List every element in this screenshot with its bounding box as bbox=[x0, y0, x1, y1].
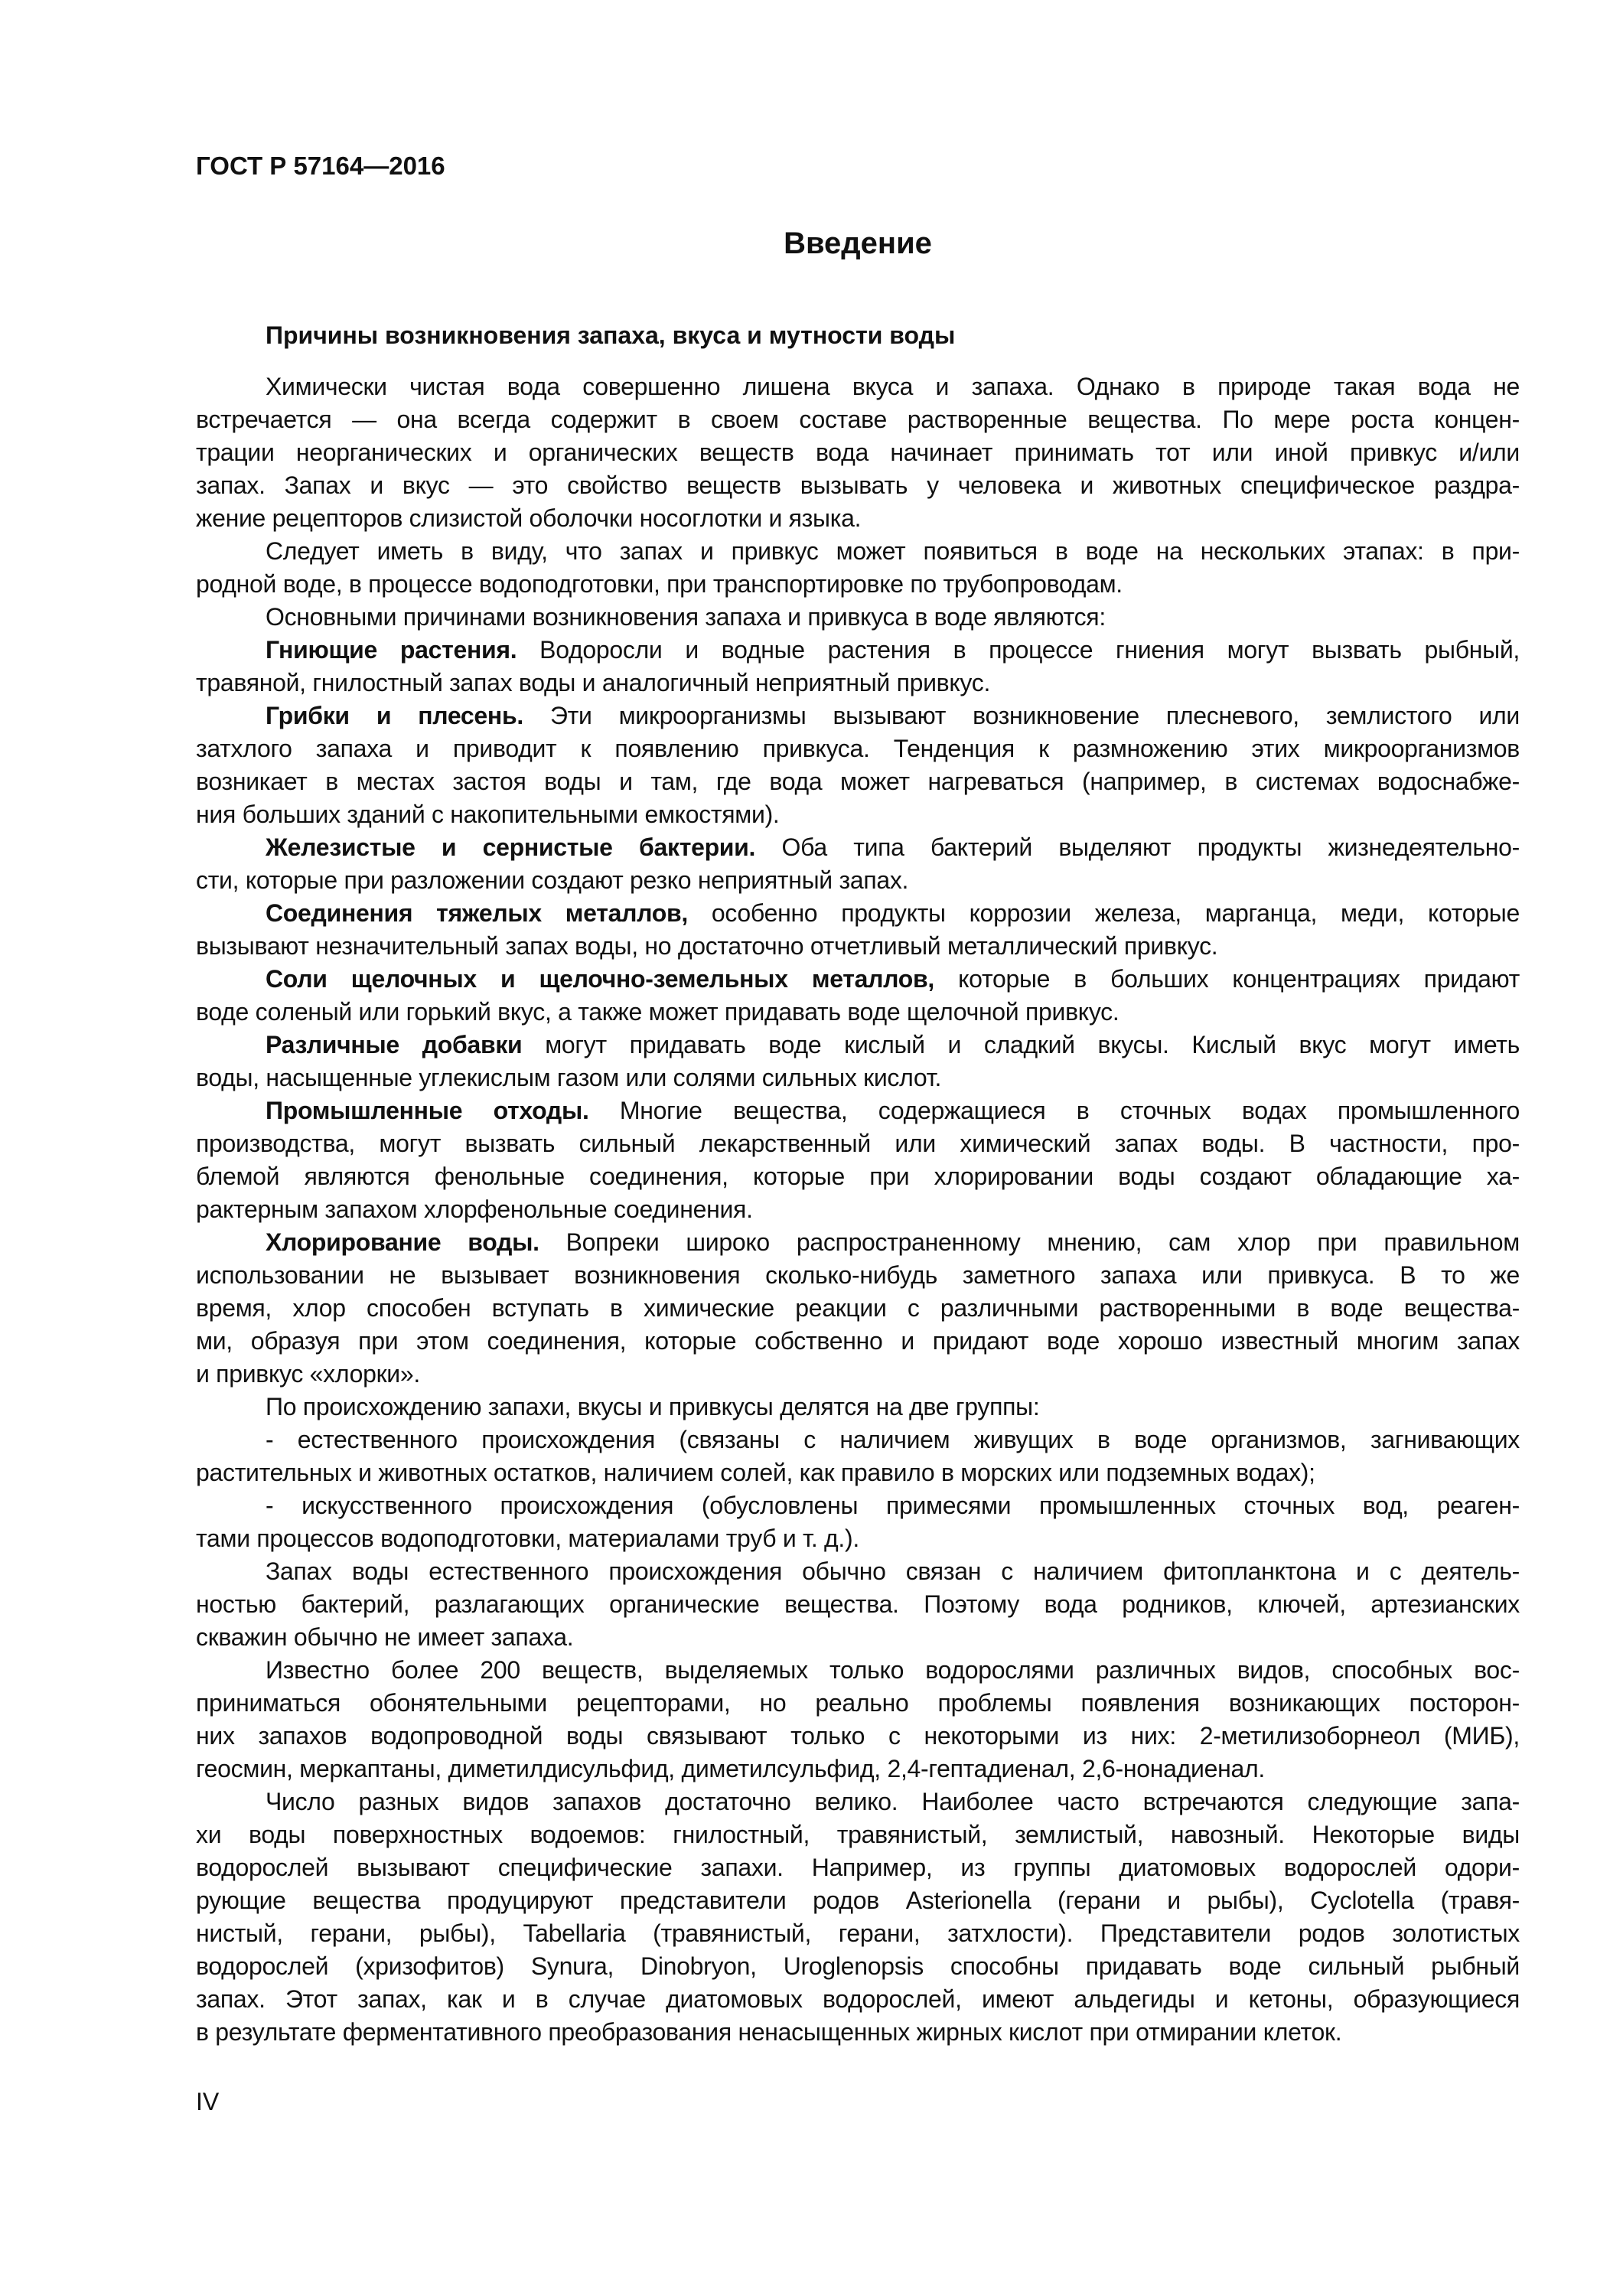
text-line bbox=[196, 1786, 1520, 1818]
text-line bbox=[196, 1127, 1520, 1160]
paragraph bbox=[196, 1029, 1520, 1094]
text-line bbox=[196, 667, 1520, 700]
text-line bbox=[196, 930, 1520, 963]
text-line bbox=[196, 1259, 1520, 1292]
line-text: водорослей (хризофитов) Synura, Dinobryon, Uroglenopsis способны придавать воде сильный рыбный bbox=[196, 1952, 1520, 1980]
line-text: воды, насыщенные углекислым газом или солями сильных кислот. bbox=[196, 1064, 942, 1091]
paragraph bbox=[196, 1391, 1520, 1424]
text-line bbox=[196, 1160, 1520, 1193]
paragraph-lead: Железистые и сернистые бактерии. bbox=[266, 833, 756, 861]
paragraph bbox=[196, 1094, 1520, 1226]
paragraph bbox=[196, 535, 1520, 601]
line-text: Запах воды естественного происхождения обычно связан с наличием фитопланктона и с деятель- bbox=[266, 1557, 1520, 1585]
paragraph bbox=[196, 634, 1520, 700]
text-line bbox=[196, 831, 1520, 864]
text-line bbox=[196, 502, 1520, 535]
paragraph bbox=[196, 1226, 1520, 1391]
line-text: ния больших зданий с накопительными емкостями). bbox=[196, 801, 780, 828]
text-line bbox=[196, 535, 1520, 568]
text-line bbox=[196, 403, 1520, 436]
line-text: блемой являются фенольные соединения, которые при хлорировании воды создают обладающие ха- bbox=[196, 1163, 1520, 1190]
paragraph-lead: Хлорирование воды. bbox=[266, 1228, 539, 1256]
line-text: Химически чистая вода совершенно лишена вкуса и запаха. Однако в природе такая вода не bbox=[266, 373, 1520, 400]
paragraph bbox=[196, 1654, 1520, 1786]
text-line bbox=[196, 469, 1520, 502]
line-text: воде соленый или горький вкус, а также может придавать воде щелочной привкус. bbox=[196, 998, 1119, 1026]
line-text: геосмин, меркаптаны, диметилдисульфид, диметилсульфид, 2,4-гептадиенал, 2,6-нонадиенал. bbox=[196, 1755, 1265, 1782]
line-text: Известно более 200 веществ, выделяемых только водорослями различных видов, способных вос- bbox=[266, 1656, 1520, 1684]
line-text: жение рецепторов слизистой оболочки носоглотки и языка. bbox=[196, 504, 862, 532]
line-text: затхлого запаха и приводит к появлению привкуса. Тенденция к размножению этих микроорганизмов bbox=[196, 735, 1520, 762]
line-text: водорослей вызывают специфические запахи. Например, из группы диатомовых водорослей одори- bbox=[196, 1854, 1520, 1881]
line-text: использовании не вызывает возникновения сколько-нибудь заметного запаха или привкуса. В то же bbox=[196, 1261, 1520, 1289]
text-line bbox=[196, 1851, 1520, 1884]
paragraph bbox=[196, 831, 1520, 897]
text-line bbox=[196, 370, 1520, 403]
line-text: рактерным запахом хлорфенольные соединения. bbox=[196, 1195, 753, 1223]
paragraph-lead: Грибки и плесень. bbox=[266, 702, 523, 729]
text-line bbox=[196, 897, 1520, 930]
text-line bbox=[196, 798, 1520, 831]
paragraph bbox=[196, 1786, 1520, 2049]
text-line bbox=[196, 1818, 1520, 1851]
text-line bbox=[196, 1094, 1520, 1127]
text-line bbox=[196, 1654, 1520, 1687]
paragraph-lead: Соединения тяжелых металлов, bbox=[266, 899, 688, 927]
line-text: Оба типа бактерий выделяют продукты жизнедеятельно- bbox=[755, 833, 1520, 861]
text-line bbox=[196, 1325, 1520, 1358]
line-text: в результате ферментативного преобразования ненасыщенных жирных кислот при отмирании клеток. bbox=[196, 2018, 1342, 2046]
line-text: приниматься обонятельными рецепторами, но реально проблемы появления возникающих посторон- bbox=[196, 1689, 1520, 1717]
text-line bbox=[196, 1720, 1520, 1753]
line-text: встречается — она всегда содержит в своем составе растворенные вещества. По мере роста концен- bbox=[196, 406, 1520, 433]
paragraph bbox=[196, 370, 1520, 535]
line-text: производства, могут вызвать сильный лекарственный или химический запах воды. В частности, про- bbox=[196, 1130, 1520, 1157]
text-line bbox=[196, 601, 1520, 634]
text-line bbox=[196, 1193, 1520, 1226]
line-text: Многие вещества, содержащиеся в сточных водах промышленного bbox=[588, 1097, 1520, 1124]
text-line bbox=[196, 1588, 1520, 1621]
text-line bbox=[196, 1226, 1520, 1259]
line-text: травяной, гнилостный запах воды и аналогичный неприятный привкус. bbox=[196, 669, 991, 696]
line-text: могут придавать воде кислый и сладкий вкусы. Кислый вкус могут иметь bbox=[522, 1031, 1520, 1058]
line-text: возникает в местах застоя воды и там, где вода может нагреваться (например, в системах водоснабже- bbox=[196, 768, 1520, 795]
line-text: Число разных видов запахов достаточно велико. Наиболее часто встречаются следующие запа- bbox=[266, 1788, 1520, 1815]
line-text: ми, образуя при этом соединения, которые собственно и придают воде хорошо известный многим запах bbox=[196, 1327, 1520, 1355]
line-text: рующие вещества продуцируют представители родов Asterionella (герани и рыбы), Cyclotella (травя- bbox=[196, 1887, 1520, 1914]
text-line bbox=[196, 1456, 1520, 1489]
line-text: нистый, герани, рыбы), Tabellaria (травянистый, герани, затхлости). Представители родов золотистых bbox=[196, 1919, 1520, 1947]
section-heading: Причины возникновения запаха, вкуса и мутности воды bbox=[266, 321, 956, 349]
text-line bbox=[196, 1292, 1520, 1325]
paragraph bbox=[196, 897, 1520, 963]
text-line bbox=[196, 1950, 1520, 1983]
line-text: время, хлор способен вступать в химические реакции с различными растворенными в воде вещества- bbox=[196, 1294, 1520, 1322]
text-line bbox=[196, 864, 1520, 897]
paragraph bbox=[196, 1424, 1520, 1489]
line-text: особенно продукты коррозии железа, марганца, меди, которые bbox=[687, 899, 1520, 927]
line-text: Основными причинами возникновения запаха и привкуса в воде являются: bbox=[266, 603, 1106, 631]
text-line bbox=[196, 1687, 1520, 1720]
text-line bbox=[196, 634, 1520, 667]
line-text: По происхождению запахи, вкусы и привкусы делятся на две группы: bbox=[266, 1393, 1040, 1420]
text-line bbox=[196, 1522, 1520, 1555]
line-text: Следует иметь в виду, что запах и привкус может появиться в воде на нескольких этапах: в при- bbox=[266, 537, 1520, 565]
line-text: хи воды поверхностных водоемов: гнилостный, травянистый, землистый, навозный. Некоторые виды bbox=[196, 1821, 1520, 1848]
text-line bbox=[196, 732, 1520, 765]
line-text: родной воде, в процессе водоподготовки, при транспортировке по трубопроводам. bbox=[196, 570, 1123, 598]
paragraph bbox=[196, 963, 1520, 1029]
line-text: Эти микроорганизмы вызывают возникновение плесневого, землистого или bbox=[523, 702, 1520, 729]
text-line bbox=[196, 1983, 1520, 2016]
paragraph-lead: Различные добавки bbox=[266, 1031, 523, 1058]
line-text: запах. Этот запах, как и в случае диатомовых водорослей, имеют альдегиды и кетоны, образующиеся bbox=[196, 1985, 1520, 2013]
line-text: - искусственного происхождения (обусловлены примесями промышленных сточных вод, реаген- bbox=[266, 1492, 1520, 1519]
body-text bbox=[196, 370, 1520, 2049]
line-text: них запахов водопроводной воды связывают только с некоторыми из них: 2-метилизоборнеол (МИБ), bbox=[196, 1722, 1520, 1750]
line-text: скважин обычно не имеет запаха. bbox=[196, 1623, 574, 1651]
line-text: растительных и животных остатков, наличием солей, как правило в морских или подземных водах); bbox=[196, 1459, 1315, 1486]
text-line bbox=[196, 1884, 1520, 1917]
text-line bbox=[196, 1753, 1520, 1786]
text-line bbox=[196, 436, 1520, 469]
paragraph bbox=[196, 700, 1520, 831]
paragraph bbox=[196, 1489, 1520, 1555]
line-text: сти, которые при разложении создают резко неприятный запах. bbox=[196, 866, 909, 894]
text-line bbox=[196, 1029, 1520, 1062]
paragraph-lead: Соли щелочных и щелочно-земельных металлов, bbox=[266, 965, 934, 993]
text-line bbox=[196, 1621, 1520, 1654]
paragraph-lead: Промышленные отходы. bbox=[266, 1097, 589, 1124]
line-text: Вопреки широко распространенному мнению, сам хлор при правильном bbox=[539, 1228, 1520, 1256]
text-line bbox=[196, 963, 1520, 996]
text-line bbox=[196, 1062, 1520, 1094]
text-line bbox=[196, 700, 1520, 732]
text-line bbox=[196, 1391, 1520, 1424]
line-text: трации неорганических и органических веществ вода начинает принимать тот или иной привкус и/или bbox=[196, 439, 1520, 466]
text-line bbox=[196, 1555, 1520, 1588]
text-line bbox=[196, 2016, 1520, 2049]
page-number: IV bbox=[196, 2088, 220, 2115]
paragraph bbox=[196, 1555, 1520, 1654]
paragraph-lead: Гниющие растения. bbox=[266, 636, 517, 664]
text-line bbox=[196, 1489, 1520, 1522]
line-text: тами процессов водоподготовки, материалами труб и т. д.). bbox=[196, 1525, 859, 1552]
text-line bbox=[196, 996, 1520, 1029]
line-text: которые в больших концентрациях придают bbox=[934, 965, 1520, 993]
text-line bbox=[196, 1917, 1520, 1950]
document-code: ГОСТ Р 57164—2016 bbox=[196, 152, 445, 180]
text-line bbox=[196, 568, 1520, 601]
text-line bbox=[196, 1424, 1520, 1456]
line-text: запах. Запах и вкус — это свойство веществ вызывать у человека и животных специфическое раздра- bbox=[196, 471, 1520, 499]
line-text: Водоросли и водные растения в процессе гниения могут вызвать рыбный, bbox=[517, 636, 1520, 664]
line-text: ностью бактерий, разлагающих органические вещества. Поэтому вода родников, ключей, артезианских bbox=[196, 1590, 1520, 1618]
paragraph bbox=[196, 601, 1520, 634]
line-text: - естественного происхождения (связаны с наличием живущих в воде организмов, загнивающих bbox=[266, 1426, 1520, 1453]
line-text: вызывают незначительный запах воды, но достаточно отчетливый металлический привкус. bbox=[196, 932, 1218, 960]
text-line bbox=[196, 1358, 1520, 1391]
line-text: и привкус «хлорки». bbox=[196, 1360, 420, 1388]
page-title: Введение bbox=[784, 227, 932, 260]
text-line bbox=[196, 765, 1520, 798]
